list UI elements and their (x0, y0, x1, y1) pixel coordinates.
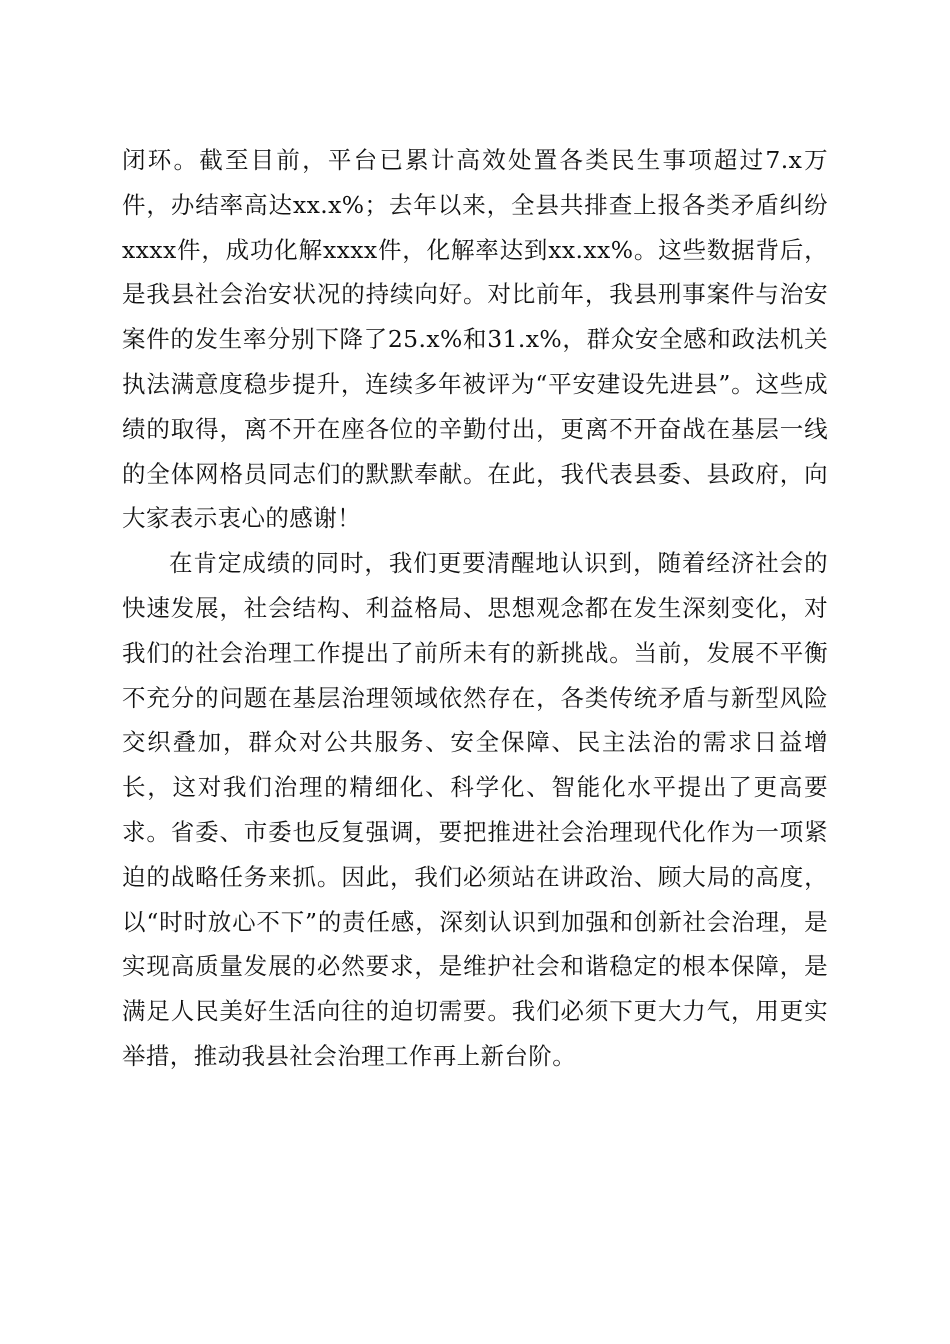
paragraph-challenges: 在肯定成绩的同时，我们更要清醒地认识到，随着经济社会的快速发展，社会结构、利益格局、思想观念都在发生深刻变化，对我们的社会治理工作提出了前所未有的新挑战。当前，发展不平衡不充分的问题在基层治理领域依然存在，各类传统矛盾与新型风险交织叠加，群众对公共服务、安全保障、民主法治的需求日益增长，这对我们治理的精细化、科学化、智能化水平提出了更高要求。省委、市委也反复强调，要把推进社会治理现代化作为一项紧迫的战略任务来抓。因此，我们必须站在讲政治、顾大局的高度，以“时时放心不下”的责任感，深刻认识到加强和创新社会治理，是实现高质量发展的必然要求，是维护社会和谐稳定的根本保障，是满足人民美好生活向往的迫切需要。我们必须下更大力气，用更实举措，推动我县社会治理工作再上新台阶。 (122, 549, 828, 1070)
document-body (122, 138, 828, 1079)
paragraph-continuation: 闭环。截至目前，平台已累计高效处置各类民生事项超过7.x万件，办结率高达xx.x%；去年以来，全县共排查上报各类矛盾纠纷xxxx件，成功化解xxxx件，化解率达到xx.xx%。这些数据背后，是我县社会治安状况的持续向好。对比前年，我县刑事案件与治安案件的发生率分别下降了25.x%和31.x%，群众安全感和政法机关执法满意度稳步提升，连续多年被评为“平安建设先进县”。这些成绩的取得，离不开在座各位的辛勤付出，更离不开奋战在基层一线的全体网格员同志们的默默奉献。在此，我代表县委、县政府，向大家表示衷心的感谢！ (122, 146, 828, 533)
